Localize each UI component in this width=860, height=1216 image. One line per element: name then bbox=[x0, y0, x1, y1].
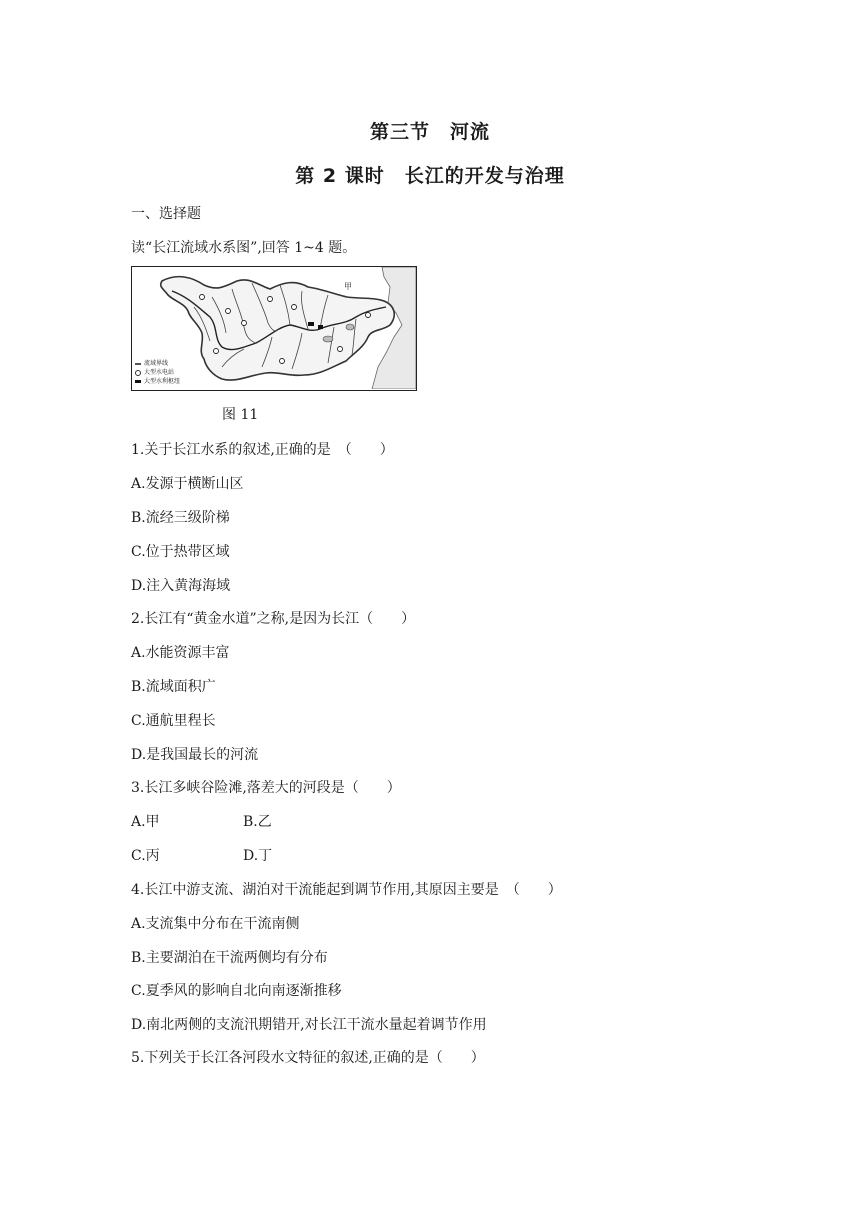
option-c: C.位于热带区域 bbox=[131, 544, 230, 560]
option-b: B.流经三级阶梯 bbox=[131, 510, 230, 526]
option-d: D.南北两侧的支流汛期错开,对长江干流水量起着调节作用 bbox=[131, 1017, 487, 1033]
map-label-jia: 甲 bbox=[344, 282, 352, 291]
option-a: A.水能资源丰富 bbox=[131, 645, 230, 661]
question-stem: 4.长江中游支流、湖泊对干流能起到调节作用,其原因主要是 （ ） bbox=[131, 882, 562, 898]
option-a: A.发源于横断山区 bbox=[131, 476, 244, 492]
yangtze-basin-map bbox=[131, 266, 417, 391]
option-c: C.通航里程长 bbox=[131, 713, 216, 729]
option-d: D.丁 bbox=[243, 848, 273, 864]
lesson-title: 第 2 课时 长江的开发与治理 bbox=[295, 165, 565, 187]
question-stem: 1.关于长江水系的叙述,正确的是 （ ） bbox=[131, 442, 394, 458]
option-c: C.丙 bbox=[131, 848, 160, 864]
option-a: A.甲 bbox=[131, 814, 160, 830]
option-b: B.流域面积广 bbox=[131, 679, 216, 695]
basin-boundary bbox=[161, 277, 395, 380]
option-d: D.是我国最长的河流 bbox=[131, 747, 259, 763]
legend-item: 流域界线 bbox=[135, 359, 180, 368]
legend-item: 大型水利枢纽 bbox=[135, 377, 180, 386]
option-b: B.主要湖泊在干流两侧均有分布 bbox=[131, 950, 328, 966]
lake bbox=[323, 336, 333, 342]
figure-caption: 图 11 bbox=[222, 407, 259, 423]
boundary-line-icon bbox=[135, 363, 141, 365]
question-stem: 3.长江多峡谷险滩,落差大的河段是（ ） bbox=[131, 780, 401, 796]
section-title: 第三节 河流 bbox=[369, 121, 490, 143]
question-stem: 5.下列关于长江各河段水文特征的叙述,正确的是（ ） bbox=[131, 1050, 485, 1066]
option-c: C.夏季风的影响自北向南逐渐推移 bbox=[131, 983, 342, 999]
intro-text: 读“长江流域水系图”,回答 1~4 题。 bbox=[131, 240, 357, 256]
lake bbox=[346, 324, 354, 330]
option-b: B.乙 bbox=[243, 814, 272, 830]
option-d: D.注入黄海海域 bbox=[131, 578, 231, 594]
question-stem: 2.长江有“黄金水道”之称,是因为长江（ ） bbox=[131, 611, 416, 627]
water-conservancy-icon bbox=[135, 380, 141, 383]
option-a: A.支流集中分布在干流南侧 bbox=[131, 916, 300, 932]
hydropower-station-icon bbox=[135, 370, 141, 376]
legend-item: 大型水电站 bbox=[135, 368, 180, 377]
map-legend bbox=[135, 359, 180, 386]
part-title: 一、选择题 bbox=[131, 206, 201, 222]
